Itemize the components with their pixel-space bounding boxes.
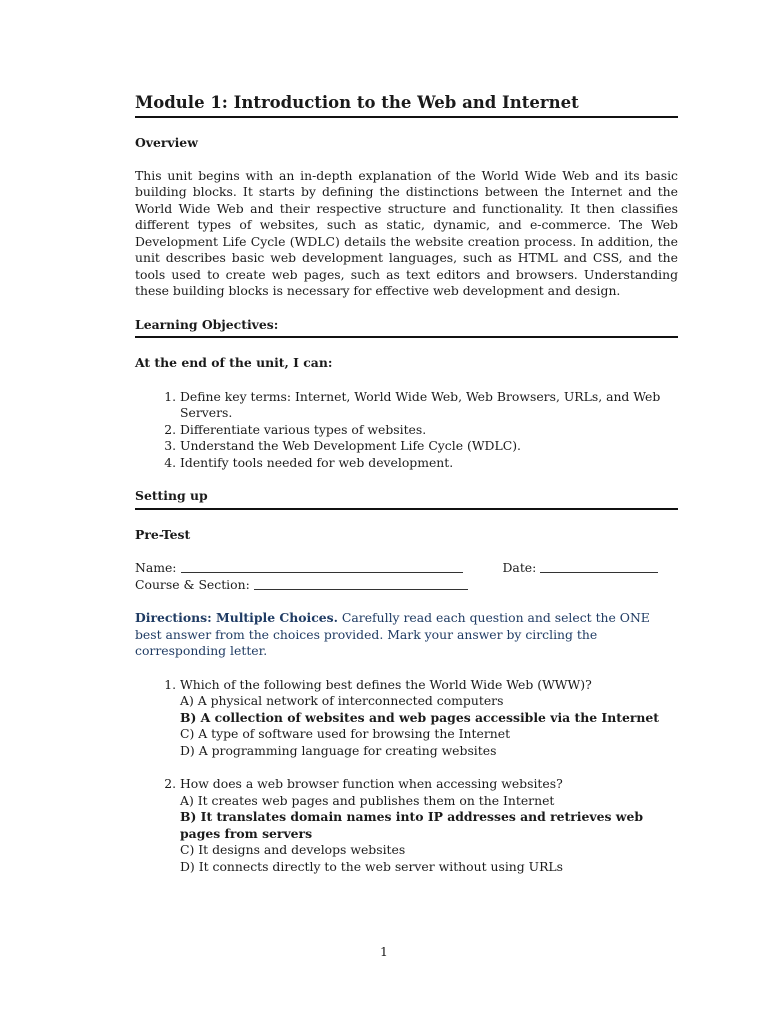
question-list (135, 677, 678, 876)
choice-b-answer[interactable]: B) It translates domain names into IP addresses and retrieves web pages from servers (180, 809, 643, 841)
objective-item: 4. Identify tools needed for web development. (180, 455, 678, 472)
course-row (135, 577, 678, 594)
objective-item: 2. Differentiate various types of websites. (180, 422, 678, 439)
choice-b-answer[interactable]: B) A collection of websites and web pages accessible via the Internet (180, 709, 659, 725)
choice-a[interactable]: A) A physical network of interconnected computers (180, 693, 504, 708)
setting-up-heading: Setting up (135, 488, 678, 510)
choice-d[interactable]: D) A programming language for creating websites (180, 742, 497, 758)
date-blank[interactable] (540, 560, 658, 573)
question-text: 2. How does a web browser function when accessing websites? (180, 776, 563, 791)
objectives-list (135, 389, 678, 472)
name-label: Name: (135, 560, 177, 575)
student-info-fields (135, 560, 678, 593)
course-blank[interactable] (254, 577, 468, 590)
document-page (135, 92, 678, 875)
directions-paragraph (135, 610, 678, 660)
date-label: Date: (502, 560, 537, 575)
choice-a[interactable]: A) It creates web pages and publishes them on the Internet (180, 792, 555, 808)
objectives-intro: At the end of the unit, I can: (135, 355, 333, 370)
name-blank[interactable] (181, 560, 463, 573)
learning-objectives-heading: Learning Objectives: (135, 317, 678, 339)
overview-heading: Overview (135, 135, 198, 150)
choice-d[interactable]: D) It connects directly to the web server without using URLs (180, 858, 564, 874)
pretest-heading: Pre-Test (135, 526, 191, 542)
module-title: Module 1: Introduction to the Web and Internet (135, 92, 678, 118)
name-date-row (135, 560, 678, 577)
course-label: Course & Section: (135, 576, 250, 592)
objective-item: 3. Understand the Web Development Life Cycle (WDLC). (180, 438, 678, 455)
directions-label: Directions: Multiple Choices. (135, 610, 338, 625)
question-item (180, 677, 678, 760)
overview-text: This unit begins with an in-depth explanation of the World Wide Web and its basic building blocks. It starts by defining the distinctions between the Internet and the World Wide Web and their respective structure and functionality. It then classifies different types of websites, such as static, dynamic, and e-commerce. The Web Development Life Cycle (WDLC) details the website creation process. In addition, the unit describes basic web development languages, such as HTML and CSS, and the tools used to create web pages, such as text editors and browsers. Understanding these building blocks is necessary for effective web development and design. (135, 167, 678, 298)
objective-item: 1. Define key terms: Internet, World Wide Web, Web Browsers, URLs, and Web Servers. (180, 389, 678, 422)
directions-text: Carefully read each question and select the ONE best answer from the choices provided. Mark your answer by circling the corresponding letter. (135, 610, 650, 658)
question-item (180, 776, 678, 875)
page-number: 1 (380, 944, 388, 959)
question-text: 1. Which of the following best defines the World Wide Web (WWW)? (180, 676, 592, 692)
choice-c[interactable]: C) A type of software used for browsing the Internet (180, 726, 511, 741)
choice-c[interactable]: C) It designs and develops websites (180, 842, 406, 857)
